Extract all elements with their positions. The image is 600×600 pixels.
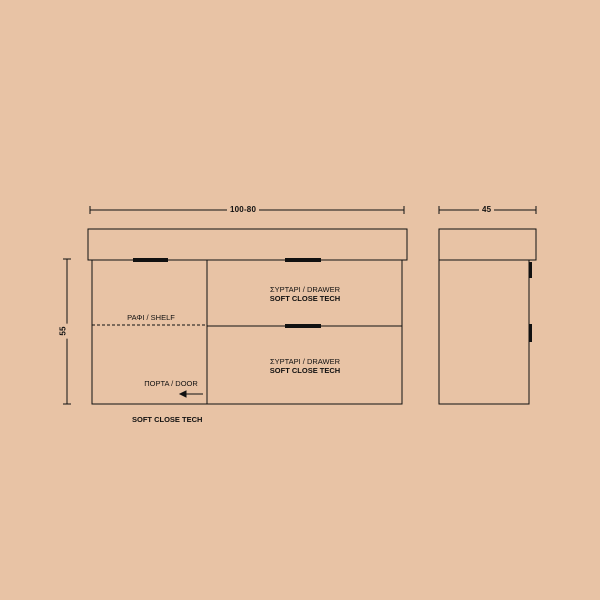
width-dimension-label: 100-80 xyxy=(227,205,259,215)
top-drawer-label xyxy=(250,285,360,303)
door-soft-close-label: SOFT CLOSE TECH xyxy=(132,415,203,424)
side-top-slab xyxy=(439,229,536,260)
door-label: ΠΟΡΤΑ / DOOR xyxy=(144,379,198,388)
bottom-drawer-tech: SOFT CLOSE TECH xyxy=(269,366,341,375)
side-body xyxy=(439,260,529,404)
top-drawer-tech: SOFT CLOSE TECH xyxy=(269,294,341,303)
side-handle-top xyxy=(529,262,532,278)
top-drawer-handle xyxy=(285,258,321,262)
bottom-drawer-label xyxy=(250,357,360,375)
depth-dimension-label: 45 xyxy=(479,205,494,215)
side-handle-bottom xyxy=(529,324,532,342)
shelf-label: ΡΑΦΙ / SHELF xyxy=(127,313,175,322)
height-dimension-label: 55 xyxy=(59,323,69,338)
bottom-drawer-handle xyxy=(285,324,321,328)
bottom-drawer-title: ΣΥΡΤΑΡΙ / DRAWER xyxy=(269,357,341,366)
front-top-slab xyxy=(88,229,407,260)
top-drawer-title: ΣΥΡΤΑΡΙ / DRAWER xyxy=(269,285,341,294)
door-handle xyxy=(133,258,168,262)
